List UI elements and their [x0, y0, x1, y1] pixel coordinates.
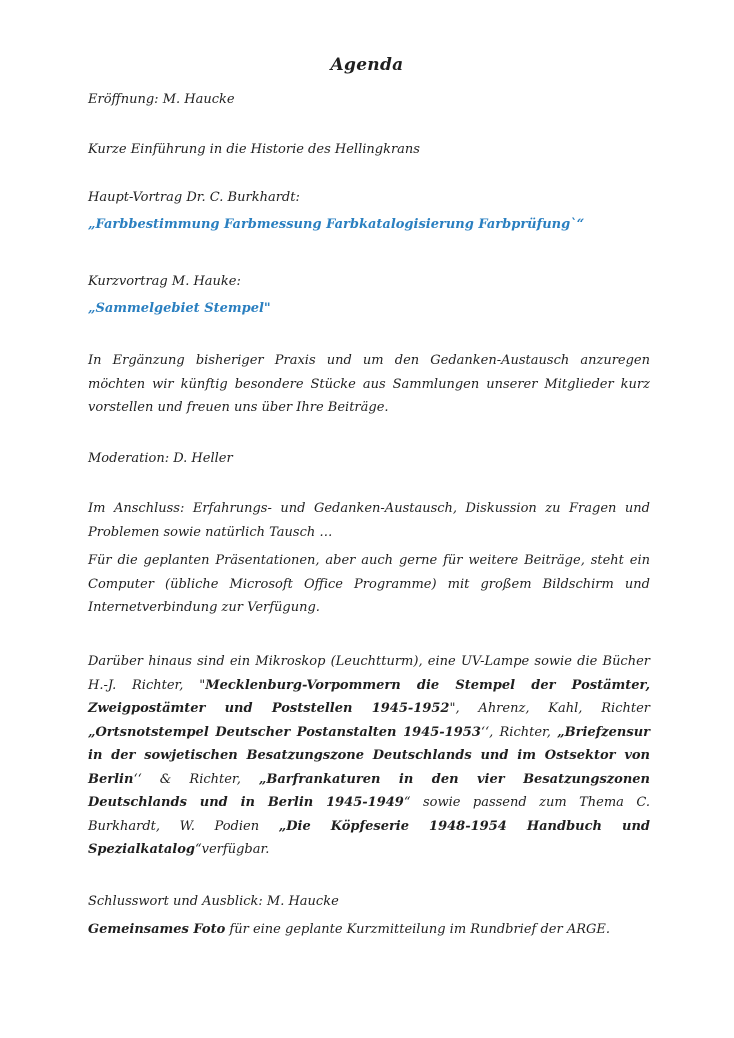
- resources-text-3: ‘‘, Richter,: [480, 724, 558, 740]
- book-title-mecklenburg: Mecklenburg-Vorpommern die Stempel der Postämter, Zweigpostämter und Poststellen 1945-1952: [88, 677, 650, 716]
- book-title-briefzensur: „Briefzensur in der sowjetischen Besatzungszone Deutschlands und im Ostsektor von Berlin: [88, 724, 650, 787]
- afterwards-paragraph: Im Anschluss: Erfahrungs- und Gedanken-Austausch, Diskussion zu Fragen und Problemen sowie natürlich Tausch …: [88, 501, 650, 540]
- page-title: Agenda: [330, 55, 404, 75]
- photo-text: für eine geplante Kurzmitteilung im Rundbrief der ARGE.: [225, 922, 611, 937]
- presentations-paragraph: Für die geplanten Präsentationen, aber auch gerne für weitere Beiträge, steht ein Computer (übliche Microsoft Office Programme) mit großem Bildschirm und Internetverbindung zur Verfügung.: [88, 553, 650, 615]
- moderation-line: Moderation: D. Heller: [88, 451, 233, 466]
- short-talk-label: Kurzvortrag M. Hauke:: [88, 274, 241, 289]
- intro-line: Kurze Einführung in die Historie des Hellingkrans: [88, 142, 420, 157]
- photo-line: [88, 918, 650, 941]
- resources-text-2: ", Ahrenz, Kahl, Richter: [449, 701, 650, 716]
- book-title-barfrankaturen: „Barfrankaturen in den vier Besatzungszonen Deutschlands und in Berlin 1945-1949: [88, 771, 650, 810]
- book-title-koepfeserie: „Die Köpfeserie 1948-1954 Handbuch und Spezialkatalog: [88, 818, 650, 857]
- resources-text-5: “ sowie passend zum Thema C. Burkhardt, W. Podien: [88, 795, 650, 834]
- closing-line: Schlusswort und Ausblick: M. Haucke: [88, 894, 339, 909]
- photo-label: Gemeinsames Foto: [88, 922, 226, 937]
- resources-paragraph: [88, 650, 650, 862]
- opening-line: Eröffnung: M. Haucke: [88, 92, 235, 107]
- resources-text-6: “verfügbar.: [195, 842, 270, 857]
- main-talk-label: Haupt-Vortrag Dr. C. Burkhardt:: [88, 190, 300, 205]
- main-talk-title: „Farbbestimmung Farbmessung Farbkatalogisierung Farbprüfung`“: [88, 217, 585, 232]
- supplement-paragraph: In Ergänzung bisheriger Praxis und um den Gedanken-Austausch anzuregen möchten wir künftig besondere Stücke aus Sammlungen unserer Mitglieder kurz vorstellen und freuen uns über Ihre Beiträge.: [88, 353, 650, 415]
- short-talk-title: „Sammelgebiet Stempel": [88, 301, 271, 316]
- resources-text-1: Darüber hinaus sind ein Mikroskop (Leuchtturm), eine UV-Lampe sowie die Bücher H.-J. Richter, ": [88, 654, 650, 693]
- book-title-ortsnotstempel: „Ortsnotstempel Deutscher Postanstalten 1945-1953: [88, 724, 481, 740]
- resources-text-4: ‘‘ & Richter,: [133, 771, 259, 787]
